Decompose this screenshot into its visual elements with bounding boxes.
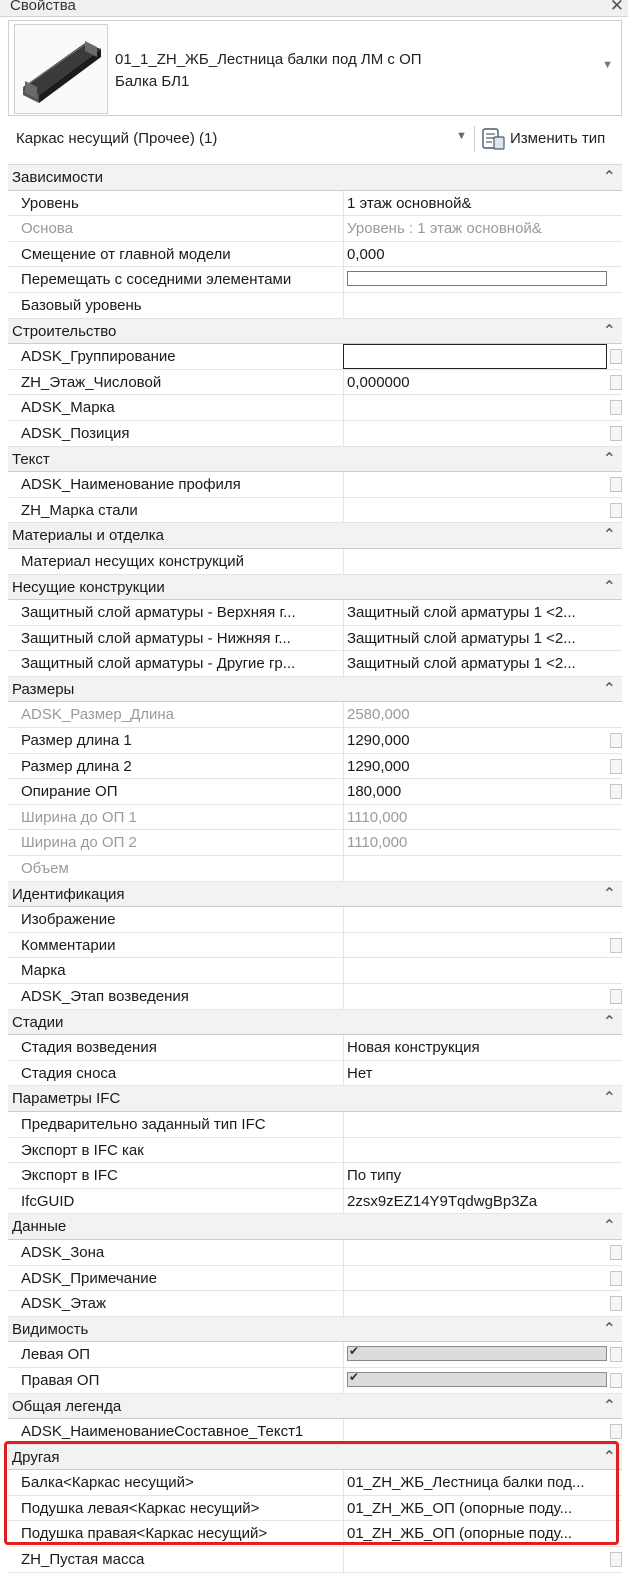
property-checkbox[interactable] xyxy=(347,1346,607,1361)
property-value-text: По типу xyxy=(347,1167,402,1185)
property-name: ADSK_Этап возведения xyxy=(21,988,189,1005)
property-name: Перемещать с соседними элементами xyxy=(21,271,292,289)
type-name-label: Балка БЛ1 xyxy=(115,73,190,90)
property-row[interactable] xyxy=(8,1163,622,1189)
property-name: Подушка левая<Каркас несущий> xyxy=(21,1499,260,1517)
property-name: ZH_Марка стали xyxy=(21,501,138,519)
double-chevron-up-icon[interactable]: ⌃ xyxy=(602,680,616,698)
property-row[interactable] xyxy=(8,344,622,370)
property-row[interactable] xyxy=(8,626,622,652)
property-value[interactable] xyxy=(343,1061,607,1086)
property-value[interactable] xyxy=(343,1112,607,1137)
property-name: ADSK_Наименование профиля xyxy=(21,476,241,494)
property-row[interactable] xyxy=(8,1368,622,1394)
group-header[interactable] xyxy=(8,1394,622,1420)
property-name: ZH_Пустая масса xyxy=(21,1551,145,1569)
property-name: ADSK_Примечание xyxy=(21,1269,158,1287)
property-value[interactable] xyxy=(343,1342,607,1367)
type-selector[interactable] xyxy=(8,20,622,116)
group-name: Идентификация xyxy=(12,885,125,903)
double-chevron-up-icon[interactable]: ⌃ xyxy=(602,1218,616,1236)
property-value-text: Защитный слой арматуры 1 <2... xyxy=(347,604,576,622)
property-name: ADSK_Марка xyxy=(21,399,115,417)
associate-parameter-button[interactable] xyxy=(610,1373,622,1388)
property-value[interactable] xyxy=(343,754,607,779)
property-row[interactable] xyxy=(8,498,622,524)
properties-grid xyxy=(8,164,622,1573)
group-name: Данные xyxy=(12,1218,67,1236)
group-header[interactable] xyxy=(8,447,622,473)
property-name: Защитный слой арматуры - Другие гр... xyxy=(21,655,296,673)
property-name: Основа xyxy=(21,220,73,238)
group-name: Параметры IFC xyxy=(12,1090,121,1108)
property-value-text: 01_ZH_ЖБ_ОП (опорные поду... xyxy=(347,1525,573,1543)
group-name: Материалы и отделка xyxy=(12,527,164,545)
associate-parameter-button[interactable] xyxy=(610,400,622,415)
group-header[interactable] xyxy=(8,575,622,601)
property-name: Смещение от главной модели xyxy=(21,245,231,263)
property-value[interactable] xyxy=(343,907,607,932)
associate-parameter-button[interactable] xyxy=(610,1347,622,1362)
group-header[interactable] xyxy=(8,1214,622,1240)
property-name: ADSK_Позиция xyxy=(21,424,130,442)
property-value[interactable] xyxy=(343,1163,607,1188)
property-name: Правая ОП xyxy=(21,1371,100,1389)
property-value[interactable] xyxy=(343,728,607,753)
property-row[interactable] xyxy=(8,651,622,677)
property-row[interactable] xyxy=(8,856,622,882)
property-row[interactable] xyxy=(8,1266,622,1292)
associate-parameter-button[interactable] xyxy=(610,759,622,774)
property-row[interactable] xyxy=(8,395,622,421)
property-value[interactable] xyxy=(343,344,607,369)
property-name: ADSK_Этаж xyxy=(21,1295,107,1313)
property-row[interactable] xyxy=(8,1496,622,1522)
property-value[interactable] xyxy=(343,600,607,625)
property-checkbox[interactable] xyxy=(347,1372,607,1387)
group-name: Зависимости xyxy=(12,169,104,186)
property-value-text: 1110,000 xyxy=(347,834,408,852)
property-row[interactable] xyxy=(8,1419,622,1445)
double-chevron-up-icon[interactable]: ⌃ xyxy=(602,322,616,340)
property-value[interactable] xyxy=(343,651,607,676)
property-value[interactable] xyxy=(343,1419,607,1444)
chevron-down-icon[interactable]: ▼ xyxy=(456,130,467,142)
associate-parameter-button[interactable] xyxy=(610,375,622,390)
property-value xyxy=(343,805,607,830)
window-title: Свойства xyxy=(10,0,76,14)
property-value-text: 1290,000 xyxy=(347,757,410,775)
property-name: Размер длина 2 xyxy=(21,757,132,775)
property-value-text: Уровень : 1 этаж основной& xyxy=(347,220,542,238)
property-name: Опирание ОП xyxy=(21,783,118,801)
property-row[interactable] xyxy=(8,1189,622,1215)
property-name: Марка xyxy=(21,962,66,980)
property-row[interactable] xyxy=(8,421,622,447)
associate-parameter-button[interactable] xyxy=(610,733,622,748)
edit-type-button[interactable] xyxy=(478,125,622,153)
associate-parameter-button[interactable] xyxy=(610,1552,622,1567)
property-name: Защитный слой арматуры - Нижняя г... xyxy=(21,629,291,647)
property-row[interactable] xyxy=(8,1547,622,1573)
property-value[interactable] xyxy=(343,472,607,497)
type-family-name: 01_1_ZH_ЖБ_Лестница балки под ЛМ с ОП xyxy=(115,51,422,68)
property-row[interactable] xyxy=(8,1112,622,1138)
double-chevron-up-icon[interactable]: ⌃ xyxy=(602,1448,616,1466)
property-value[interactable] xyxy=(343,1470,607,1495)
property-value xyxy=(343,702,607,727)
property-name: IfcGUID xyxy=(21,1192,75,1210)
property-row[interactable] xyxy=(8,600,622,626)
property-name: Уровень xyxy=(21,194,79,212)
edit-type-icon xyxy=(482,128,506,150)
associate-parameter-button[interactable] xyxy=(610,784,622,799)
property-value xyxy=(343,856,607,881)
property-value[interactable] xyxy=(343,1266,607,1291)
property-row[interactable] xyxy=(8,242,622,268)
property-name: ADSK_Размер_Длина xyxy=(21,706,175,724)
property-row[interactable] xyxy=(8,1342,622,1368)
property-name: Защитный слой арматуры - Верхняя г... xyxy=(21,604,296,622)
associate-parameter-button[interactable] xyxy=(610,989,622,1004)
property-row[interactable] xyxy=(8,830,622,856)
property-value[interactable] xyxy=(343,933,607,958)
group-name: Стадии xyxy=(12,1013,64,1031)
close-icon[interactable]: ✕ xyxy=(609,0,624,15)
property-name: Ширина до ОП 1 xyxy=(21,808,137,826)
property-value-text: 180,000 xyxy=(347,783,402,801)
properties-titlebar xyxy=(0,0,628,17)
double-chevron-up-icon[interactable]: ⌃ xyxy=(602,578,616,596)
property-value[interactable] xyxy=(343,293,607,318)
property-name: ZH_Этаж_Числовой xyxy=(21,373,162,391)
associate-parameter-button[interactable] xyxy=(610,1424,622,1439)
group-name: Другая xyxy=(12,1448,60,1466)
property-name: Стадия возведения xyxy=(21,1039,157,1057)
property-value[interactable] xyxy=(343,395,607,420)
property-row[interactable] xyxy=(8,933,622,959)
property-value[interactable] xyxy=(343,549,607,574)
property-name: Комментарии xyxy=(21,936,116,954)
chevron-down-icon[interactable]: ▼ xyxy=(602,59,613,71)
associate-parameter-button[interactable] xyxy=(610,349,622,364)
property-value[interactable] xyxy=(343,191,607,216)
property-value xyxy=(343,216,607,241)
property-row[interactable] xyxy=(8,293,622,319)
divider xyxy=(474,126,475,152)
property-value[interactable] xyxy=(343,984,607,1009)
group-name: Текст xyxy=(12,450,50,468)
property-value[interactable] xyxy=(343,1496,607,1521)
property-value[interactable] xyxy=(343,626,607,651)
property-row[interactable] xyxy=(8,1138,622,1164)
property-value[interactable] xyxy=(343,1547,607,1572)
associate-parameter-button[interactable] xyxy=(610,1271,622,1286)
property-name: Экспорт в IFC как xyxy=(21,1141,144,1159)
property-name: Подушка правая<Каркас несущий> xyxy=(21,1525,268,1543)
property-name: Базовый уровень xyxy=(21,296,142,314)
property-value[interactable] xyxy=(343,1189,607,1214)
group-header[interactable] xyxy=(8,677,622,703)
double-chevron-up-icon[interactable]: ⌃ xyxy=(602,527,616,545)
property-name: Левая ОП xyxy=(21,1346,91,1364)
group-name: Общая легенда xyxy=(12,1397,122,1415)
group-header[interactable] xyxy=(8,1086,622,1112)
double-chevron-up-icon[interactable]: ⌃ xyxy=(602,450,616,468)
group-header[interactable] xyxy=(8,523,622,549)
property-value[interactable] xyxy=(343,370,607,395)
property-name: ADSK_Группирование xyxy=(21,348,176,366)
property-value-text: Новая конструкция xyxy=(347,1039,480,1057)
property-name: ADSK_НаименованиеСоставное_Текст1 xyxy=(21,1423,304,1441)
edit-type-label: Изменить тип xyxy=(510,130,606,147)
category-filter-label: Каркас несущий (Прочее) (1) xyxy=(16,130,218,147)
property-name: Объем xyxy=(21,860,69,878)
property-row[interactable] xyxy=(8,472,622,498)
property-value-text: 1 этаж основной& xyxy=(347,194,472,212)
associate-parameter-button[interactable] xyxy=(610,426,622,441)
property-row[interactable] xyxy=(8,1061,622,1087)
property-row[interactable] xyxy=(8,1240,622,1266)
property-name: Размер длина 1 xyxy=(21,732,132,750)
property-name: Балка<Каркас несущий> xyxy=(21,1474,194,1492)
property-value-text: 1290,000 xyxy=(347,732,410,750)
property-row[interactable] xyxy=(8,958,622,984)
group-header[interactable] xyxy=(8,319,622,345)
property-row[interactable] xyxy=(8,702,622,728)
property-name: Предварительно заданный тип IFC xyxy=(21,1115,266,1133)
group-name: Размеры xyxy=(12,680,75,698)
property-value[interactable] xyxy=(343,1368,607,1393)
property-value-text: Нет xyxy=(347,1064,373,1082)
property-value-text: Защитный слой арматуры 1 <2... xyxy=(347,655,576,673)
double-chevron-up-icon[interactable]: ⌃ xyxy=(602,885,616,903)
property-checkbox[interactable] xyxy=(347,271,607,286)
property-value[interactable] xyxy=(343,1521,607,1546)
property-value-text: 01_ZH_ЖБ_Лестница балки под... xyxy=(347,1474,585,1492)
property-row[interactable] xyxy=(8,216,622,242)
beam-preview-icon xyxy=(15,25,107,113)
property-value[interactable] xyxy=(343,1240,607,1265)
property-value[interactable] xyxy=(343,421,607,446)
double-chevron-up-icon[interactable]: ⌃ xyxy=(602,169,616,186)
group-header[interactable] xyxy=(8,1445,622,1471)
property-value-text: 01_ZH_ЖБ_ОП (опорные поду... xyxy=(347,1499,573,1517)
property-value-text: 0,000000 xyxy=(347,373,410,391)
property-row[interactable] xyxy=(8,549,622,575)
double-chevron-up-icon[interactable]: ⌃ xyxy=(602,1397,616,1415)
group-header[interactable] xyxy=(8,1317,622,1343)
property-value[interactable] xyxy=(343,958,607,983)
property-name: Изображение xyxy=(21,911,116,929)
associate-parameter-button[interactable] xyxy=(610,1296,622,1311)
property-name: Ширина до ОП 2 xyxy=(21,834,137,852)
property-name: Материал несущих конструкций xyxy=(21,552,245,570)
property-value-text: 2zsx9zEZ14Y9TqdwgBp3Za xyxy=(347,1192,538,1210)
property-value-text: 2580,000 xyxy=(347,706,410,724)
property-row[interactable] xyxy=(8,1035,622,1061)
property-value[interactable] xyxy=(343,267,607,292)
property-value-text: 0,000 xyxy=(347,245,385,263)
property-row[interactable] xyxy=(8,191,622,217)
type-name xyxy=(115,49,422,93)
group-header[interactable] xyxy=(8,1010,622,1036)
property-row[interactable] xyxy=(8,1470,622,1496)
property-name: ADSK_Зона xyxy=(21,1243,105,1261)
property-row[interactable] xyxy=(8,370,622,396)
property-row[interactable] xyxy=(8,728,622,754)
associate-parameter-button[interactable] xyxy=(610,477,622,492)
associate-parameter-button[interactable] xyxy=(610,503,622,518)
property-row[interactable] xyxy=(8,1291,622,1317)
group-name: Строительство xyxy=(12,322,117,340)
property-name: Экспорт в IFC xyxy=(21,1167,118,1185)
property-value-text: 1110,000 xyxy=(347,808,408,826)
property-row[interactable] xyxy=(8,779,622,805)
property-row[interactable] xyxy=(8,907,622,933)
property-row[interactable] xyxy=(8,267,622,293)
property-row[interactable] xyxy=(8,1521,622,1547)
group-name: Несущие конструкции xyxy=(12,578,165,596)
property-value[interactable] xyxy=(343,1138,607,1163)
double-chevron-up-icon[interactable]: ⌃ xyxy=(602,1013,616,1031)
property-value[interactable] xyxy=(343,779,607,804)
type-thumbnail xyxy=(14,24,108,114)
group-name: Видимость xyxy=(12,1320,89,1338)
group-header[interactable] xyxy=(8,165,622,191)
associate-parameter-button[interactable] xyxy=(610,938,622,953)
property-value[interactable] xyxy=(343,242,607,267)
double-chevron-up-icon[interactable]: ⌃ xyxy=(602,1090,616,1108)
property-row[interactable] xyxy=(8,984,622,1010)
property-row[interactable] xyxy=(8,805,622,831)
property-value xyxy=(343,830,607,855)
property-value[interactable] xyxy=(343,1035,607,1060)
property-value-text: Защитный слой арматуры 1 <2... xyxy=(347,629,576,647)
double-chevron-up-icon[interactable]: ⌃ xyxy=(602,1320,616,1338)
property-row[interactable] xyxy=(8,754,622,780)
category-filter[interactable] xyxy=(8,122,622,156)
group-header[interactable] xyxy=(8,882,622,908)
property-value[interactable] xyxy=(343,498,607,523)
property-name: Стадия сноса xyxy=(21,1064,117,1082)
property-value[interactable] xyxy=(343,1291,607,1316)
associate-parameter-button[interactable] xyxy=(610,1245,622,1260)
